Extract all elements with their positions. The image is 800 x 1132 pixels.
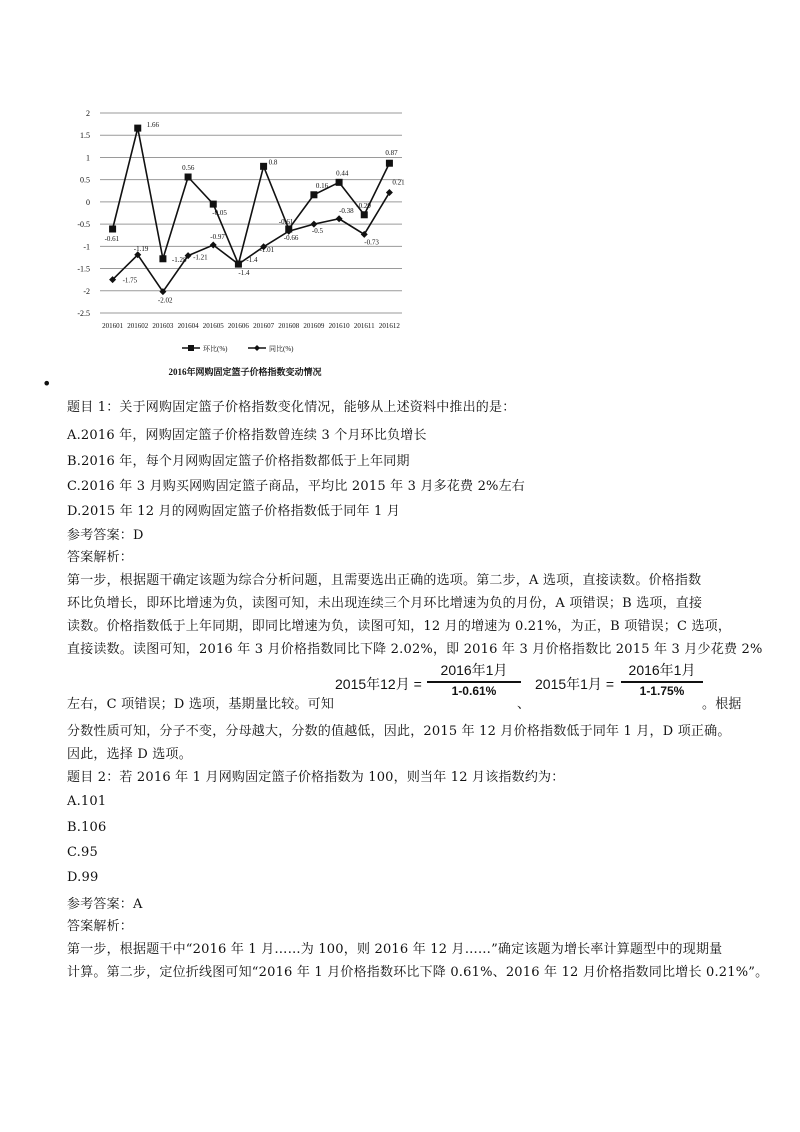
q1-analysis-line: 。根据 (702, 697, 742, 712)
marker-square (210, 201, 217, 208)
data-label-yoy: -0.97 (210, 233, 225, 241)
q1-analysis-line: 读数。价格指数低于上年同期，即同比增速为负，读图可知，12 月的增速为 0.21%，为正，B 项错误；C 选项， (67, 619, 732, 634)
marker-square (109, 226, 116, 233)
legend-marker-square (188, 345, 194, 351)
marker-diamond (386, 189, 393, 196)
x-tick-label: 201603 (152, 322, 174, 330)
data-label-yoy: -1.75 (122, 276, 138, 285)
q1-answer: 参考答案：D (67, 528, 144, 543)
q2-analysis-line: 计算。第二步，定位折线图可知“2016 年 1 月价格指数环比下降 0.61%、2016 年 12 月价格指数同比增长 0.21%”。 (67, 965, 769, 980)
formula-separator: 、 (517, 697, 531, 712)
formula-jan-2015: 2015年1月 = 2016年1月 1-1.75% (535, 660, 705, 710)
marker-square (310, 191, 317, 198)
x-tick-label: 201610 (328, 322, 350, 330)
q1-analysis-line: 左右，C 项错误；D 选项，基期量比较。可知 (67, 697, 335, 712)
marker-square (235, 261, 242, 268)
x-tick-label: 201607 (253, 322, 275, 330)
y-tick-label: -1.5 (77, 264, 90, 274)
q1-analysis-line: 第一步，根据题干确定该题为综合分析问题，且需要选出正确的选项。第二步，A 选项，直接读数。价格指数 (67, 573, 702, 588)
data-label-yoy: -1.01 (259, 245, 275, 254)
q1-option-c: C.2016 年 3 月购买网购固定篮子商品，平均比 2015 年 3 月多花费 2%左右 (67, 479, 526, 494)
chart-legend (182, 344, 294, 353)
q1-analysis-line: 环比负增长，即环比增速为负，读图可知，未出现连续三个月环比增速为负的月份，A 项错误；B 选项，直接 (67, 596, 703, 611)
data-label-mom: 0.87 (385, 149, 398, 158)
legend-marker-diamond (254, 345, 260, 351)
series-line-mom (113, 128, 390, 264)
legend-label-yoy: 同比(%) (269, 345, 294, 353)
y-tick-label: 0.5 (80, 175, 90, 185)
data-label-mom: -0.29 (356, 201, 371, 210)
x-tick-label: 201611 (353, 322, 375, 330)
data-label-yoy: -0.38 (339, 206, 354, 215)
marker-square (336, 179, 343, 186)
q1-analysis-label: 答案解析： (67, 550, 134, 565)
marker-square (361, 211, 368, 218)
marker-square (285, 226, 292, 233)
q1-analysis-line: 直接读数。读图可知，2016 年 3 月价格指数同比下降 2.02%，即 2016 年 3 月价格指数比 2015 年 3 月少花费 2% (67, 642, 763, 657)
data-label-mom: 0.16 (315, 181, 329, 190)
data-label-mom: 0.44 (336, 169, 349, 178)
data-label-yoy: -0.5 (311, 227, 324, 236)
marker-square (386, 160, 393, 167)
y-tick-label: 1.5 (80, 131, 90, 141)
data-label-yoy: 0.21 (392, 178, 405, 187)
y-tick-label: -1 (83, 242, 90, 252)
q1-analysis-line: 因此，选择 D 选项。 (67, 747, 192, 762)
x-tick-label: 201601 (102, 322, 124, 330)
bullet-icon: • (42, 374, 52, 393)
data-label-yoy: -0.73 (364, 238, 379, 247)
data-label-mom: -0.05 (212, 209, 227, 218)
formula-dec-2015: 2015年12月 = 2016年1月 1-0.61% (335, 660, 525, 710)
data-label-mom: 0.8 (268, 158, 278, 167)
q2-answer: 参考答案：A (67, 897, 143, 912)
y-tick-label: 1 (86, 153, 90, 163)
q2-option-a: A.101 (67, 794, 107, 809)
y-tick-label: -2.5 (77, 309, 90, 318)
data-label-yoy: -1.4 (238, 269, 250, 278)
y-tick-label: -0.5 (77, 220, 90, 230)
q2-option-b: B.106 (67, 820, 107, 835)
marker-square (260, 163, 267, 170)
y-tick-labels (77, 109, 90, 318)
x-tick-label: 201606 (227, 322, 249, 330)
q2-option-d: D.99 (67, 870, 99, 885)
y-tick-label: -2 (83, 286, 90, 296)
legend-label-mom: 环比(%) (203, 345, 228, 353)
x-tick-label: 201612 (378, 322, 400, 330)
marker-square (159, 255, 166, 262)
q1-option-b: B.2016 年，每个月网购固定篮子价格指数都低于上年同期 (67, 454, 410, 469)
data-label-yoy: -2.02 (157, 296, 173, 305)
y-tick-label: 2 (86, 109, 90, 118)
q1-option-d: D.2015 年 12 月的网购固定篮子价格指数低于同年 1 月 (67, 504, 401, 519)
data-label-yoy: -1.21 (193, 253, 208, 262)
x-tick-label: 201604 (177, 322, 199, 330)
marker-square (134, 125, 141, 132)
q2-analysis-label: 答案解析： (67, 919, 134, 934)
q2-title: 题目 2：若 2016 年 1 月网购固定篮子价格指数为 100，则当年 12 月该指数约为： (67, 770, 565, 785)
x-tick-label: 201602 (127, 322, 149, 330)
y-tick-label: 0 (86, 197, 90, 207)
data-label-yoy: -0.66 (283, 234, 299, 243)
line-chart (60, 95, 420, 380)
data-label-mom: -0.61 (278, 218, 294, 226)
data-label-mom: -1.4 (246, 256, 258, 265)
x-tick-label: 201608 (278, 322, 300, 330)
data-label-yoy: -1.19 (133, 244, 149, 253)
q1-title: 题目 1：关于网购固定篮子价格指数变化情况，能够从上述资料中推出的是： (67, 400, 516, 415)
q2-analysis-line: 第一步，根据题干中“2016 年 1 月……为 100，则 2016 年 12 月……”确定该题为增长率计算题型中的现期量 (67, 942, 723, 957)
data-label-mom: 1.66 (146, 121, 159, 130)
chart-title: 2016年网购固定篮子价格指数变动情况 (168, 367, 322, 377)
q1-analysis-line: 分数性质可知，分子不变，分母越大，分数的值越低，因此，2015 年 12 月价格指数低于同年 1 月，D 项正确。 (67, 724, 731, 739)
x-tick-labels (102, 322, 400, 330)
data-label-mom: -0.61 (104, 235, 120, 243)
data-labels (105, 121, 406, 305)
marker-square (185, 174, 192, 181)
x-tick-label: 201605 (202, 322, 224, 330)
data-label-mom: 0.56 (182, 164, 195, 172)
x-tick-label: 201609 (303, 322, 325, 330)
data-label-mom: -1.28 (171, 255, 187, 264)
q1-option-a: A.2016 年，网购固定篮子价格指数曾连续 3 个月环比负增长 (67, 428, 427, 443)
q2-option-c: C.95 (67, 845, 98, 860)
